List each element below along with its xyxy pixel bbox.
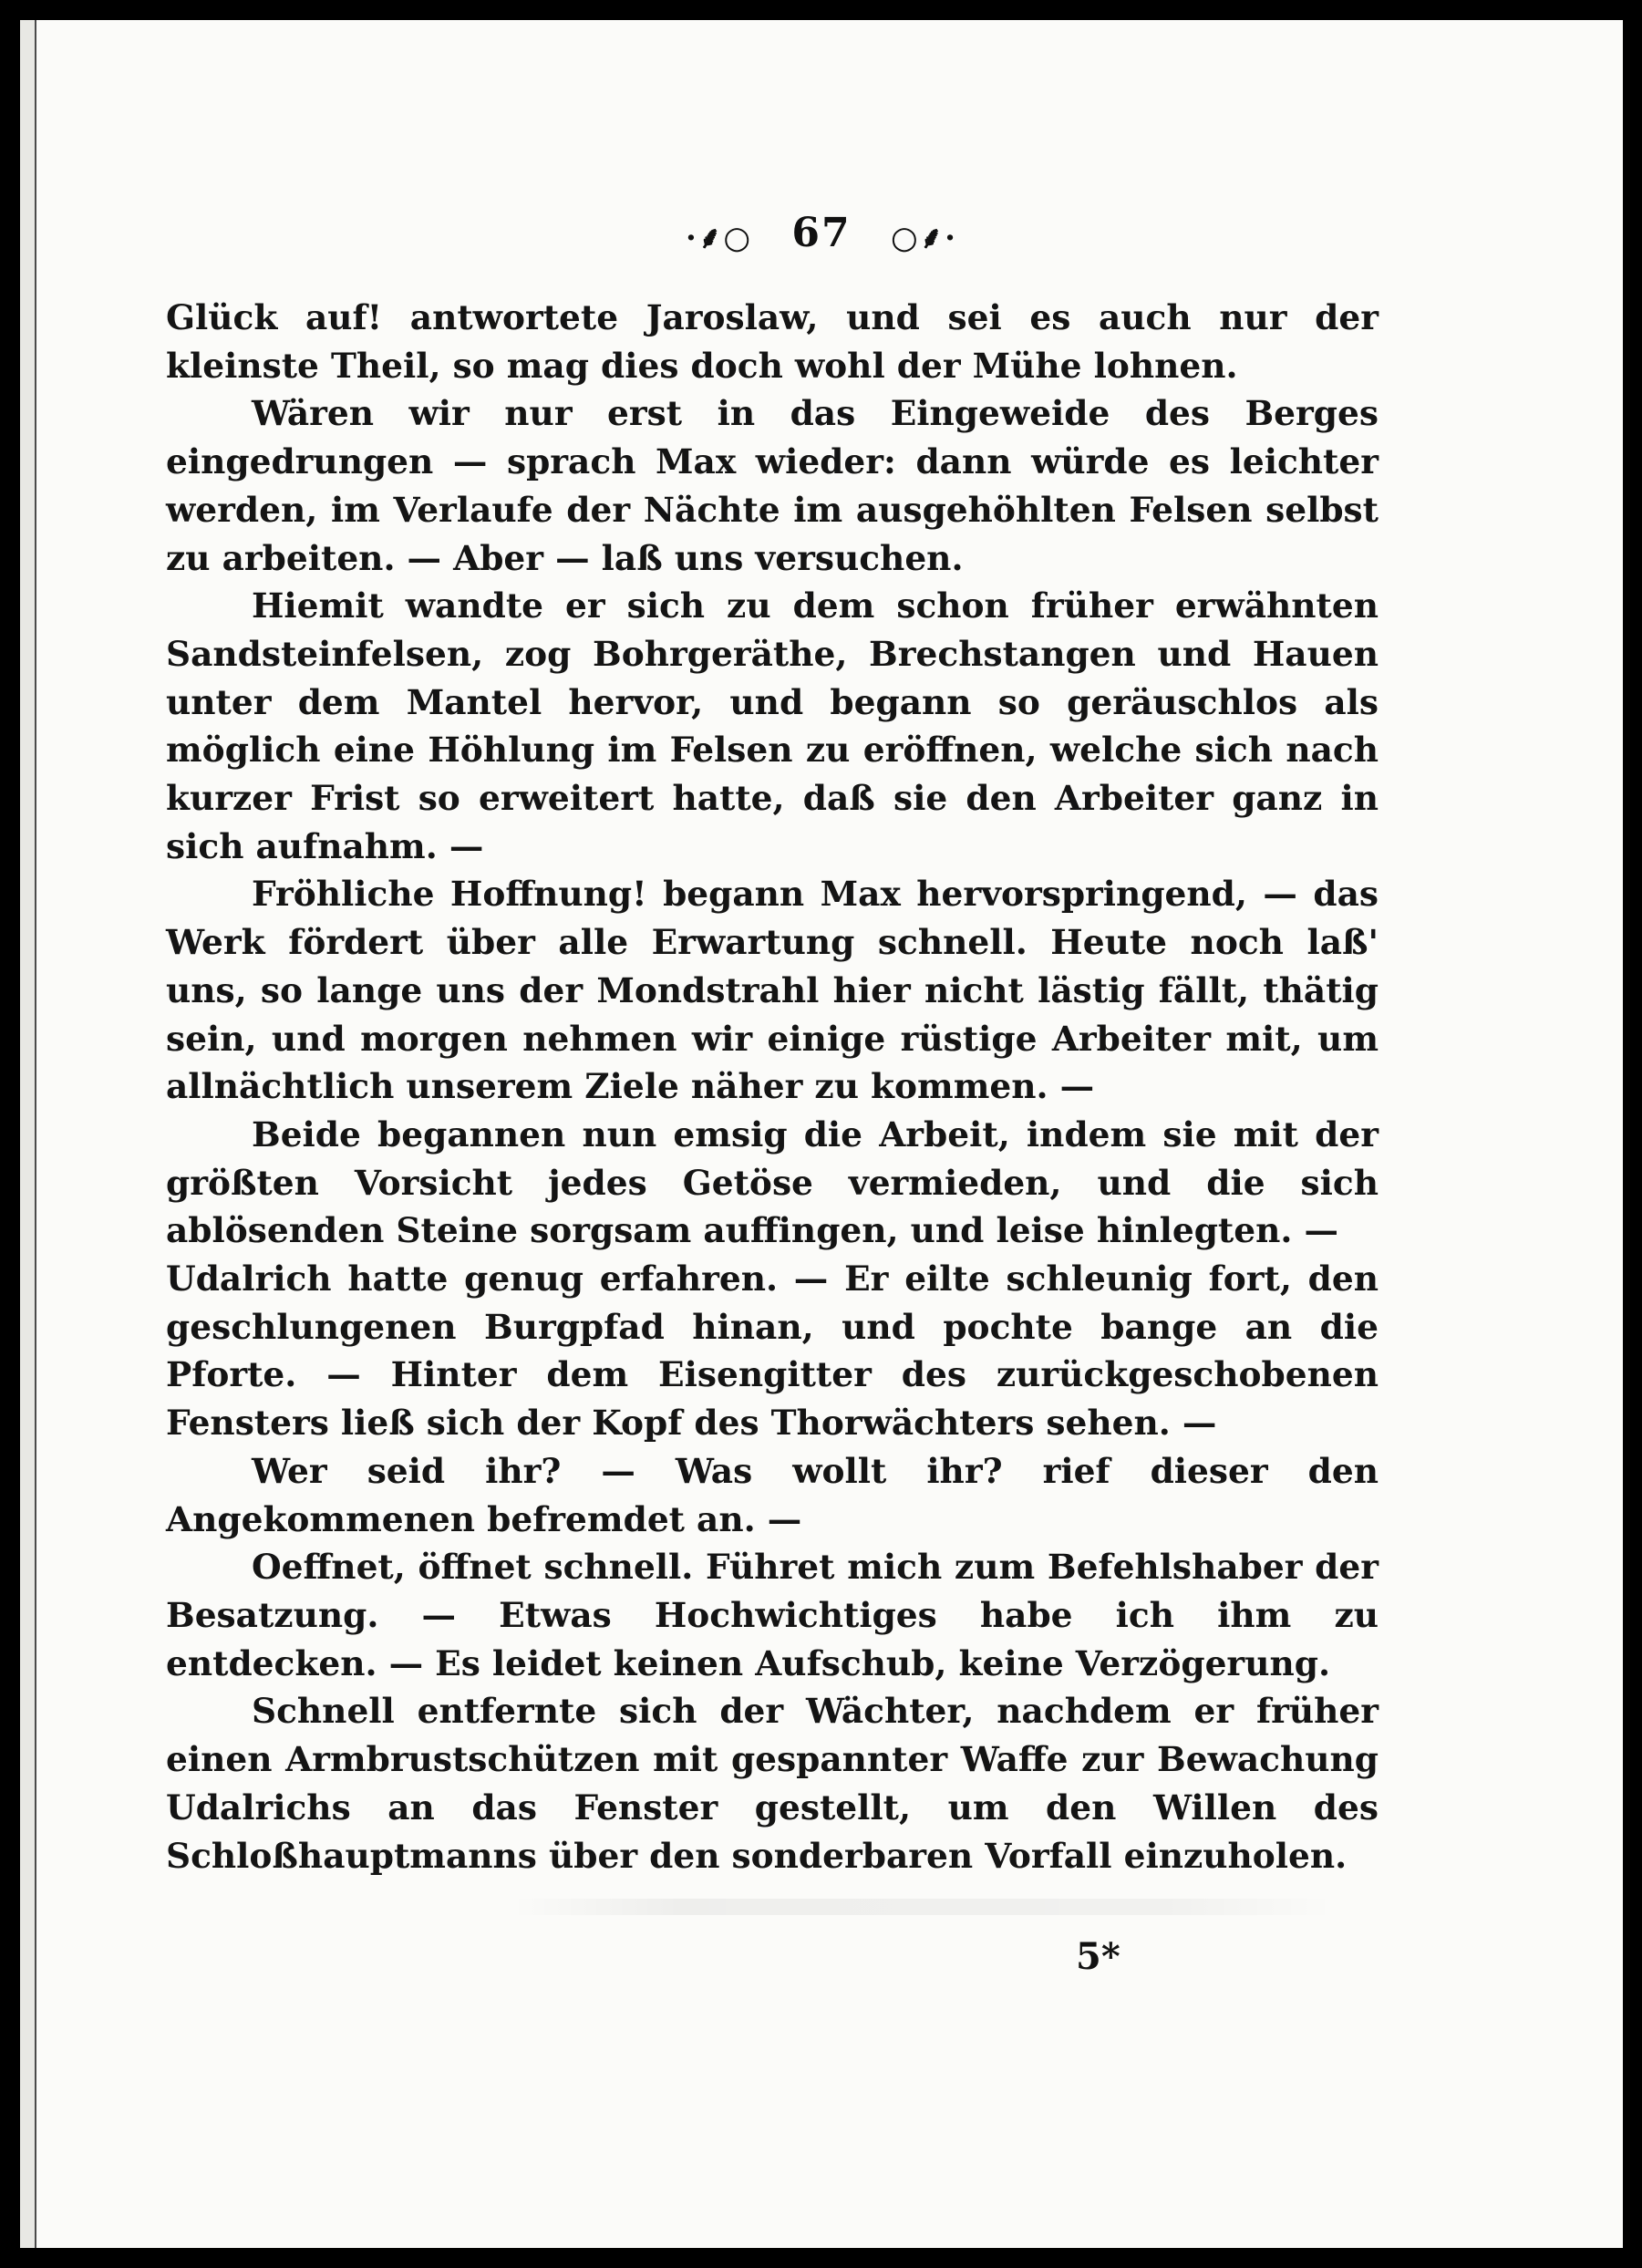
book-page bbox=[20, 20, 1623, 2248]
show-through-smudge bbox=[512, 1899, 1333, 1915]
ornament-right-icon: ○⸙· bbox=[890, 219, 957, 256]
page-number: 67 bbox=[791, 210, 852, 256]
paragraph: Glück auf! antwortete Jaroslaw, und sei es auch nur der kleinste Theil, so mag dies doch wohl der Mühe lohnen. bbox=[166, 297, 1379, 386]
paragraph: Wären wir nur erst in das Eingeweide des Berges eingedrungen — sprach Max wieder: dann würde es leichter werden, im Verlaufe der Nächte im ausgehöhlten Felsen selbst zu arbeiten. — Aber — laß uns versuchen. bbox=[166, 393, 1379, 578]
paragraph: Udalrich hatte genug erfahren. — Er eilte schleunig fort, den geschlungenen Burgpfad hinan, und pochte bange an die Pforte. — Hinter dem Eisengitter des zurückgeschobenen Fensters ließ sich der Kopf des Thorwächters sehen. — bbox=[166, 1258, 1379, 1444]
paragraph: Beide begannen nun emsig die Arbeit, indem sie mit der größten Vorsicht jedes Getöse vermieden, und die sich ablösenden Steine sorgsam auffingen, und leise hinlegten. — bbox=[166, 1113, 1379, 1251]
paragraph: Wer seid ihr? — Was wollt ihr? rief dieser den Angekommenen befremdet an. — bbox=[166, 1450, 1379, 1539]
paragraph: Hiemit wandte er sich zu dem schon früher erwähnten Sandsteinfelsen, zog Bohrgeräthe, Brechstangen und Hauen unter dem Mantel hervor, und begann so geräuschlos als möglich eine Höhlung im Felsen zu eröffnen, welche sich nach kurzer Frist so erweitert hatte, daß sie den Arbeiter ganz in sich aufnahm. — bbox=[166, 585, 1379, 866]
page-spine-edge bbox=[20, 20, 36, 2248]
body-text bbox=[166, 294, 1379, 1880]
signature-mark: 5* bbox=[1076, 1935, 1120, 1978]
ornament-left-icon: ·⸙○ bbox=[686, 219, 753, 256]
paragraph: Oeffnet, öffnet schnell. Führet mich zum Befehlshaber der Besatzung. — Etwas Hochwichtiges habe ich ihm zu entdecken. — Es leidet keinen Aufschub, keine Verzögerung. bbox=[166, 1547, 1379, 1683]
page-header bbox=[20, 210, 1623, 257]
paragraph: Schnell entfernte sich der Wächter, nachdem er früher einen Armbrustschützen mit gespannter Waffe zur Bewachung Udalrichs an das Fenster gestellt, um den Willen des Schloßhauptmanns über den sonderbaren Vorfall einzuholen. bbox=[166, 1691, 1379, 1876]
paragraph: Fröhliche Hoffnung! begann Max hervorspringend, — das Werk fördert über alle Erwartung schnell. Heute noch laß' uns, so lange uns der Mondstrahl hier nicht lästig fällt, thätig sein, und morgen nehmen wir einige rüstige Arbeiter mit, um allnächtlich unserem Ziele näher zu kommen. — bbox=[166, 874, 1379, 1107]
